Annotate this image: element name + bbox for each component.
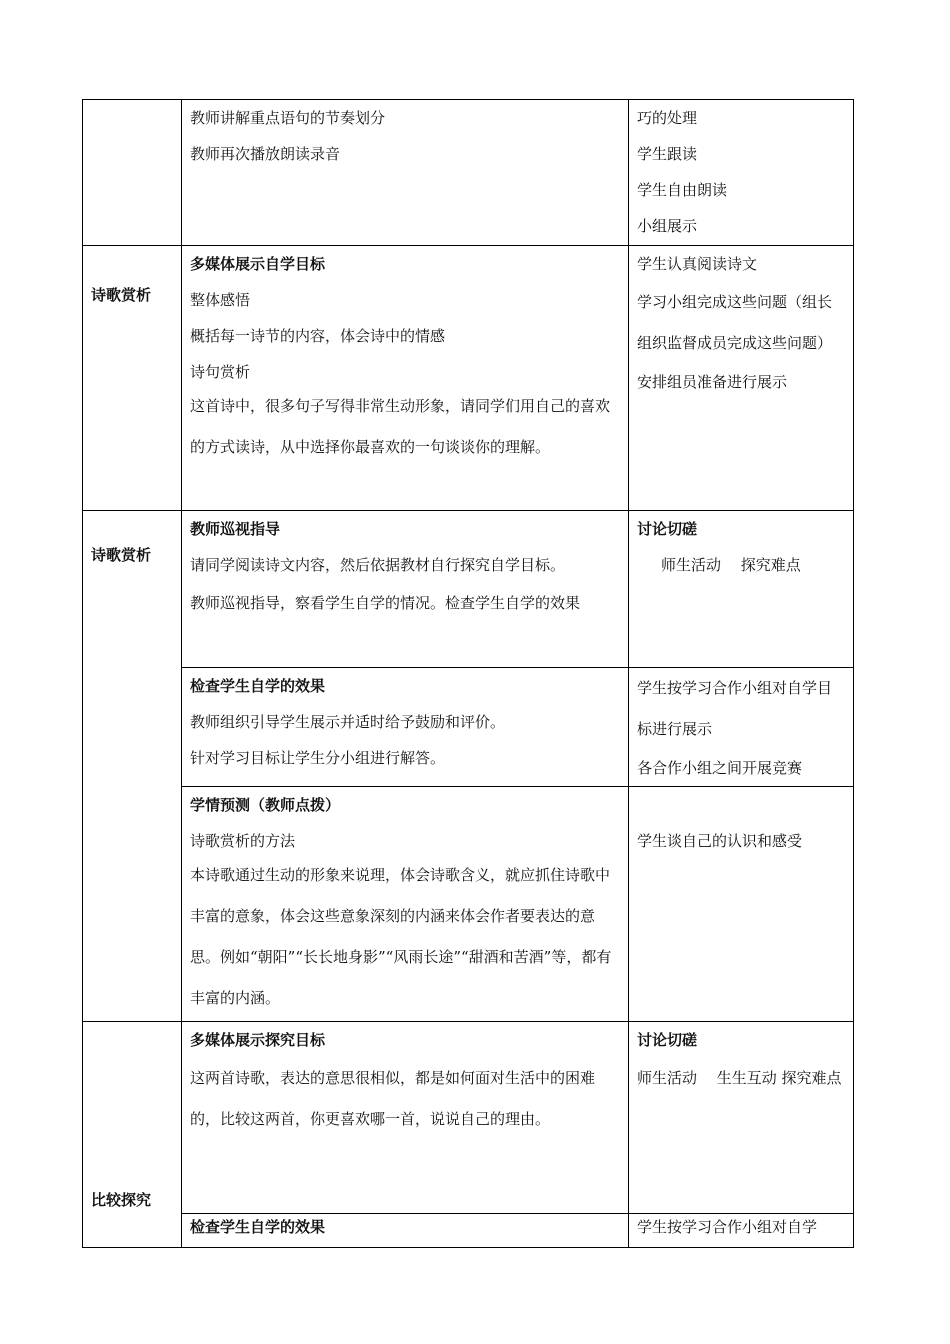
stage-cell bbox=[83, 100, 182, 246]
table-row bbox=[83, 668, 854, 787]
section-heading: 多媒体展示探究目标 bbox=[190, 1031, 326, 1049]
student-activity-cell bbox=[629, 1022, 854, 1214]
teacher-activity-cell bbox=[182, 787, 629, 1022]
text-line: 请同学阅读诗文内容，然后依据教材自行探究自学目标。 bbox=[190, 556, 566, 574]
teacher-activity-cell bbox=[182, 1022, 629, 1214]
teacher-activity-cell bbox=[182, 246, 629, 511]
section-heading: 学情预测（教师点拨） bbox=[190, 796, 341, 814]
text-paragraph: 师生活动 生生互动 探究难点 bbox=[637, 1069, 842, 1087]
text-line: 教师组织引导学生展示并适时给予鼓励和评价。 bbox=[190, 713, 506, 731]
stage-label: 诗歌赏析 bbox=[91, 546, 152, 564]
student-activity-cell bbox=[629, 668, 854, 787]
table-row bbox=[83, 511, 854, 668]
text-paragraph: 这首诗中，很多句子写得非常生动形象，请同学们用自己的喜欢的方式读诗，从中选择你最喜欢的一句谈谈你的理解。 bbox=[190, 397, 611, 456]
text-line: 师生活动 探究难点 bbox=[661, 556, 801, 574]
text-line: 概括每一诗节的内容，体会诗中的情感 bbox=[190, 327, 446, 345]
text-line: 巧的处理 bbox=[637, 109, 698, 127]
student-activity-cell bbox=[629, 787, 854, 1022]
text-line: 学生谈自己的认识和感受 bbox=[637, 832, 803, 850]
table-row bbox=[83, 787, 854, 1022]
stage-label: 比较探究 bbox=[91, 1190, 152, 1209]
text-paragraph: 教师巡视指导，察看学生自学的情况。检查学生自学的效果 bbox=[190, 594, 581, 612]
text-line: 小组展示 bbox=[637, 217, 698, 235]
text-paragraph: 本诗歌通过生动的形象来说理，体会诗歌含义，就应抓住诗歌中丰富的意象，体会这些意象深刻的内涵来体会作者要表达的意思。例如“朝阳”“长长地身影”“风雨长途”“甜酒和苦酒”等，都有丰富的内涵。 bbox=[190, 866, 612, 1007]
student-activity-cell bbox=[629, 1214, 854, 1248]
text-paragraph: 学习小组完成这些问题（组长组织监督成员完成这些问题） bbox=[637, 293, 833, 352]
table-row bbox=[83, 1214, 854, 1248]
section-heading: 讨论切磋 bbox=[637, 520, 698, 538]
teacher-activity-cell bbox=[182, 1214, 629, 1248]
section-heading: 讨论切磋 bbox=[637, 1031, 698, 1049]
student-activity-cell bbox=[629, 100, 854, 246]
text-line: 整体感悟 bbox=[190, 291, 251, 309]
lesson-plan-table bbox=[82, 99, 854, 1248]
stage-cell bbox=[83, 1214, 182, 1248]
stage-cell bbox=[83, 1022, 182, 1214]
section-heading: 检查学生自学的效果 bbox=[190, 1218, 326, 1236]
text-line: 针对学习目标让学生分小组进行解答。 bbox=[190, 749, 446, 767]
stage-cell bbox=[83, 668, 182, 787]
stage-cell bbox=[83, 246, 182, 511]
text-line: 教师讲解重点语句的节奏划分 bbox=[190, 109, 386, 127]
section-heading: 教师巡视指导 bbox=[190, 520, 281, 538]
section-heading: 多媒体展示自学目标 bbox=[190, 255, 326, 273]
text-line: 诗句赏析 bbox=[190, 363, 251, 381]
stage-cell bbox=[83, 511, 182, 668]
stage-label: 诗歌赏析 bbox=[91, 286, 152, 304]
text-line: 诗歌赏析的方法 bbox=[190, 832, 296, 850]
text-line: 学生跟读 bbox=[637, 145, 698, 163]
student-activity-cell bbox=[629, 511, 854, 668]
text-paragraph: 学生按学习合作小组对自学目标进行展示 bbox=[637, 679, 833, 738]
text-paragraph: 这两首诗歌，表达的意思很相似，都是如何面对生活中的困难的，比较这两首，你更喜欢哪一首，说说自己的理由。 bbox=[190, 1069, 596, 1128]
text-line: 学生认真阅读诗文 bbox=[637, 255, 758, 273]
teacher-activity-cell bbox=[182, 511, 629, 668]
text-line: 学生按学习合作小组对自学 bbox=[637, 1218, 818, 1236]
text-line: 教师再次播放朗读录音 bbox=[190, 145, 341, 163]
stage-cell bbox=[83, 787, 182, 1022]
text-line: 各合作小组之间开展竞赛 bbox=[637, 759, 803, 777]
student-activity-cell bbox=[629, 246, 854, 511]
table-row bbox=[83, 246, 854, 511]
text-line: 学生自由朗读 bbox=[637, 181, 728, 199]
table-row bbox=[83, 100, 854, 246]
section-heading: 检查学生自学的效果 bbox=[190, 677, 326, 695]
text-line: 安排组员准备进行展示 bbox=[637, 373, 788, 391]
table-row bbox=[83, 1022, 854, 1214]
teacher-activity-cell bbox=[182, 100, 629, 246]
teacher-activity-cell bbox=[182, 668, 629, 787]
